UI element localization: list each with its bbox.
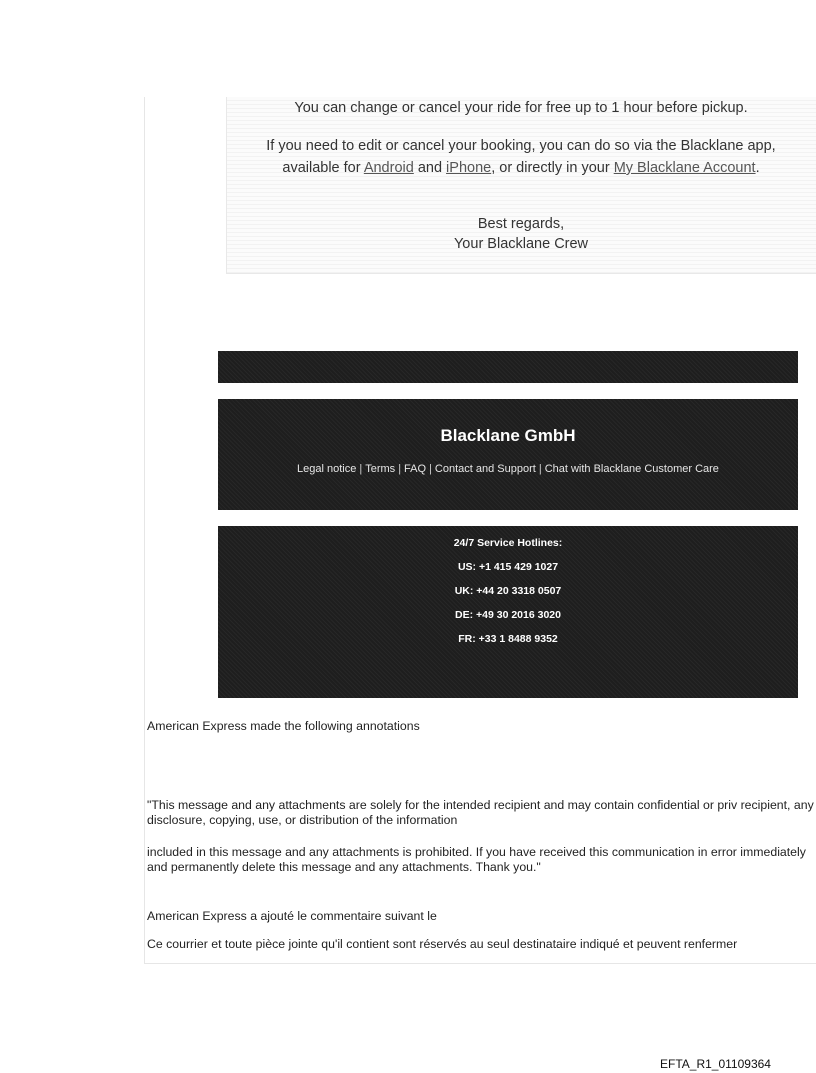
hotline-us: US: +1 415 429 1027 [457,561,559,573]
availability-suffix: . [755,160,760,176]
chat-customer-care-link[interactable]: Chat with Blacklane Customer Care [544,463,719,475]
android-link[interactable]: Android [363,160,414,176]
terms-link[interactable]: Terms [365,463,396,475]
hotline-de: DE: +49 30 2016 3020 [455,609,561,621]
footer-company-block [218,399,798,510]
change-policy-text: You can change or cancel your ride for free up to 1 hour before pickup. [294,100,748,116]
crew-signature: Your Blacklane Crew [453,236,589,252]
faq-link[interactable]: FAQ [404,463,427,475]
confidentiality-paragraph-2: included in this message and any attachments is prohibited. If you have received this communication in error immediately and permanently delete this message and any attachments. Thank you." [147,845,806,874]
footer-links [218,463,798,475]
french-annotations-heading: American Express a ajouté le commentaire suivant le [147,909,437,923]
contact-support-link[interactable]: Contact and Support [434,463,536,475]
app-availability-line [226,160,816,176]
hotlines-title: 24/7 Service Hotlines: [453,537,563,549]
regards-text: Best regards, [477,216,565,232]
availability-middle: , or directly in your [491,160,614,176]
confidentiality-paragraph-1: "This message and any attachments are solely for the intended recipient and may contain confidential or priv recipient, any disclosure, copying, use, or distribution of the information [147,798,814,827]
document-id: EFTA_R1_01109364 [660,1057,771,1071]
french-confidentiality-text: Ce courrier et toute pièce jointe qu'il contient sont réservés au seul destinataire indiqué et peuvent renfermer [147,937,738,951]
footer-top-bar [218,351,798,383]
iphone-link[interactable]: iPhone [446,160,492,176]
link-separator: | [429,463,432,475]
link-separator: | [538,463,542,475]
availability-prefix: available for [282,160,364,176]
and-word: and [413,160,447,176]
edit-info-text: If you need to edit or cancel your booking, you can do so via the Blacklane app, [266,138,776,154]
legal-notice-link[interactable]: Legal notice [297,463,357,475]
company-name: Blacklane GmbH [440,426,576,445]
hotline-uk: UK: +44 20 3318 0507 [454,585,562,597]
my-account-link[interactable]: My Blacklane Account [613,160,756,176]
link-separator: | [359,463,363,475]
annotations-heading: American Express made the following annotations [147,719,420,733]
link-separator: | [398,463,402,475]
hotline-fr: FR: +33 1 8488 9352 [458,633,558,645]
